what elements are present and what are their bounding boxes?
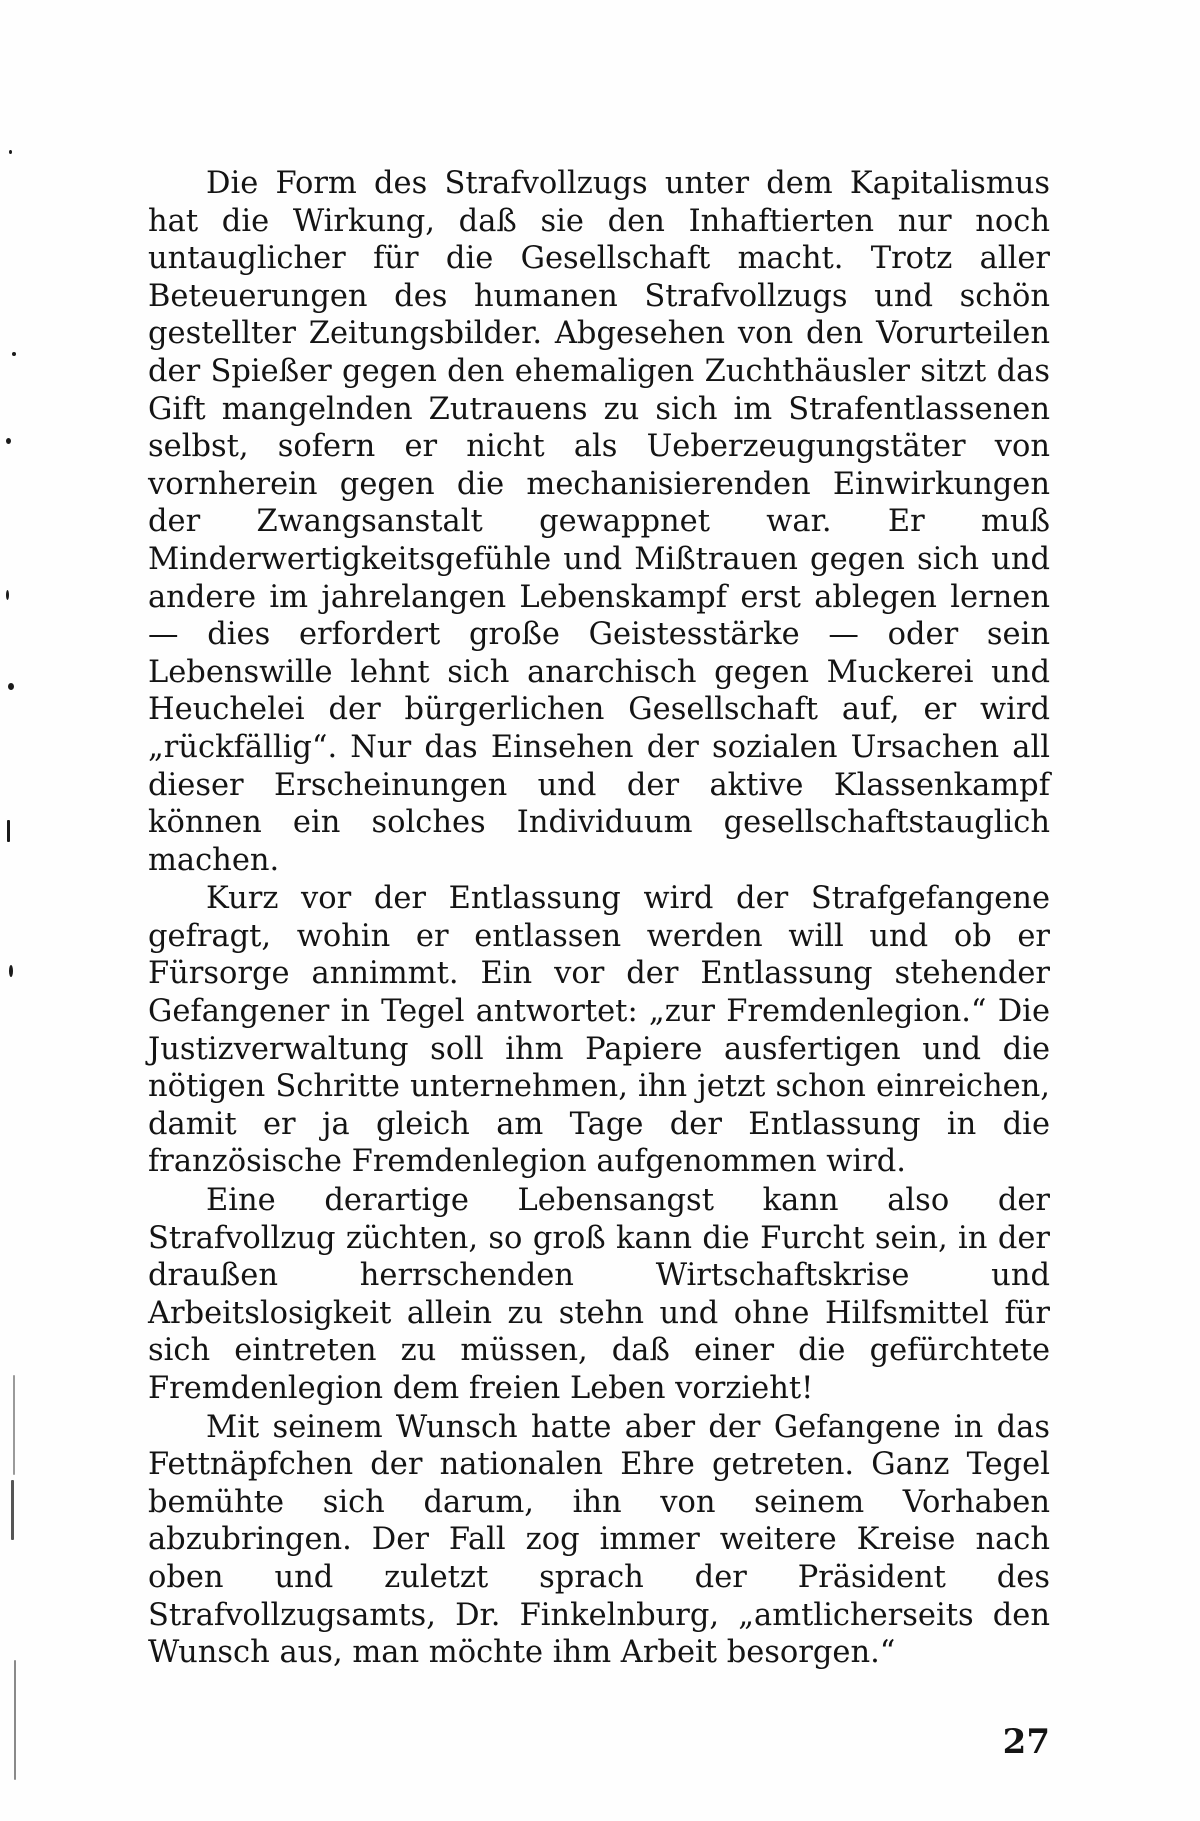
scan-speck	[9, 150, 12, 154]
scan-speck	[14, 1660, 16, 1780]
scan-speck	[13, 1375, 15, 1475]
scan-edge-marks	[4, 120, 18, 1800]
paragraph-2: Kurz vor der Entlassung wird der Strafgefangene gefragt, wohin er entlassen werden will und ob er Fürsorge annimmt. Ein vor der Entlassung stehender Gefangener in Tegel antwortet: „zur Fremdenlegion.“ Die Justizverwaltung soll ihm Papiere ausfertigen und die nötigen Schritte unternehmen, ihn jetzt schon einreichen, damit er ja gleich am Tage der Entlassung in die französische Fremdenlegion aufgenommen wird.	[148, 881, 1050, 1180]
scan-speck	[9, 965, 13, 977]
scan-speck	[11, 1480, 14, 1540]
scan-speck	[12, 352, 16, 356]
paragraph-1: Die Form des Strafvollzugs unter dem Kapitalismus hat die Wirkung, daß sie den Inhaftierten nur noch untauglicher für die Gesellschaft macht. Trotz aller Beteuerungen des humanen Strafvollzugs und schön gestellter Zeitungsbilder. Abgesehen von den Vorurteilen der Spießer gegen den ehemaligen Zuchthäusler sitzt das Gift mangelnden Zutrauens zu sich im Strafentlassenen selbst, sofern er nicht als Ueberzeugungstäter von vornherein gegen die mechanisierenden Einwirkungen der Zwangsanstalt gewappnet war. Er muß Minderwertigkeitsgefühle und Mißtrauen gegen sich und andere im jahrelangen Lebenskampf erst ablegen lernen — dies erfordert große Geistesstärke — oder sein Lebenswille lehnt sich anarchisch gegen Muckerei und Heuchelei der bürgerlichen Gesellschaft auf, er wird „rückfällig“. Nur das Einsehen der sozialen Ursachen all dieser Erscheinungen und der aktive Klassenkampf können ein solches Individuum gesellschaftstauglich machen.	[148, 166, 1050, 878]
paragraph-4: Mit seinem Wunsch hatte aber der Gefangene in das Fettnäpfchen der nationalen Ehre getreten. Ganz Tegel bemühte sich darum, ihn von seinem Vorhaben abzubringen. Der Fall zog immer weitere Kreise nach oben und zuletzt sprach der Präsident des Strafvollzugsamts, Dr. Finkelnburg, „amtlicherseits den Wunsch aus, man möchte ihm Arbeit besorgen.“	[148, 1409, 1050, 1671]
scan-speck	[7, 820, 10, 842]
body-text	[148, 165, 1050, 1673]
scan-speck	[6, 590, 9, 600]
scan-speck	[8, 683, 14, 690]
page-number: 27	[1002, 1722, 1050, 1762]
paragraph-3: Eine derartige Lebensangst kann also der Strafvollzug züchten, so groß kann die Furcht sein, in der draußen herrschenden Wirtschaftskrise und Arbeitslosigkeit allein zu stehn und ohne Hilfsmittel für sich eintreten zu müssen, daß einer die gefürchtete Fremdenlegion dem freien Leben vorzieht!	[148, 1183, 1050, 1406]
scan-speck	[6, 438, 11, 444]
